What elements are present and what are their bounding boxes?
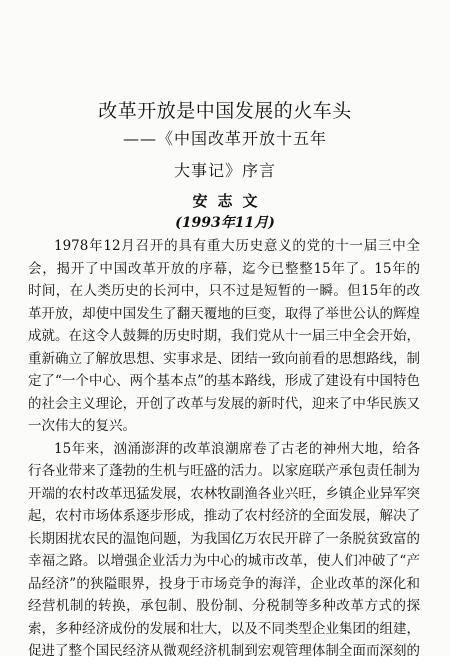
date-line: (1993年11月) — [175, 215, 275, 231]
paragraph-1-line: 会，揭开了中国改革开放的序幕，迄今已整整15年了。15年的 — [28, 260, 420, 277]
body-text — [28, 235, 420, 663]
paragraph-1-line: 成就。在这令人鼓舞的历史时期，我们党从十一届三中全会开始， — [28, 328, 420, 344]
paragraph-2-line: 品经济”的狭隘眼界，投身于市场竞争的海洋，企业改革的深化和 — [28, 575, 420, 592]
paragraph-2-line: 促进了整个国民经济从微观经济机制到宏观管理体制全面而深刻的 — [28, 643, 420, 659]
paragraph-1-line: 重新确立了解放思想、实事求是、团结一致向前看的思想路线，制 — [28, 350, 420, 367]
paragraph-1-line: 定了“一个中心、两个基本点”的基本路线，形成了建设有中国特色 — [28, 373, 420, 389]
paragraph-1-line: 一次伟大的复兴。 — [28, 418, 136, 434]
paragraph-2-line: 索，多种经济成份的发展和壮大，以及不同类型企业集团的组建， — [28, 620, 420, 637]
paragraph-2-line: 开端的农村改革迅猛发展，农林牧副渔各业兴旺，乡镇企业异军突 — [28, 485, 420, 502]
paragraph-1-line: 1978年12月召开的具有重大历史意义的党的十一届三中全 — [54, 238, 420, 254]
paragraph-2-line: 长期困扰农民的温饱问题，为我国亿万农民开辟了一条脱贫致富的 — [28, 530, 420, 547]
subtitle-line-2: 大事记》序言 — [173, 161, 276, 180]
author-name: 安志文 — [192, 192, 268, 210]
main-title: 改革开放是中国发展的火车头 — [98, 100, 352, 122]
paragraph-2-line: 行各业带来了蓬勃的生机与旺盛的活力。以家庭联产承包责任制为 — [28, 463, 420, 479]
paragraph-2-line: 经营机制的转换，承包制、股份制、分税制等多种改革方式的探 — [28, 598, 420, 614]
paragraph-2-line: 起，农村市场体系逐步形成，推动了农村经济的全面发展，解决了 — [28, 508, 420, 524]
paragraph-2-line: 幸福之路。以增强企业活力为中心的城市改革，使人们冲破了“产 — [28, 553, 420, 569]
paragraph-1-line: 时间，在人类历史的长河中，只不过是短暂的一瞬。但15年的改 — [28, 283, 420, 299]
paragraph-1-line: 的社会主义理论，开创了改革与发展的新时代，迎来了中华民族又 — [28, 395, 420, 412]
paragraph-1-line: 革开放，却使中国发生了翻天覆地的巨变，取得了举世公认的辉煌 — [28, 305, 420, 322]
paragraph-2-line: 15年来，汹涌澎湃的改革浪潮席卷了古老的神州大地，给各 — [54, 440, 420, 457]
subtitle-line-1: ——《中国改革开放十五年 — [122, 129, 327, 148]
